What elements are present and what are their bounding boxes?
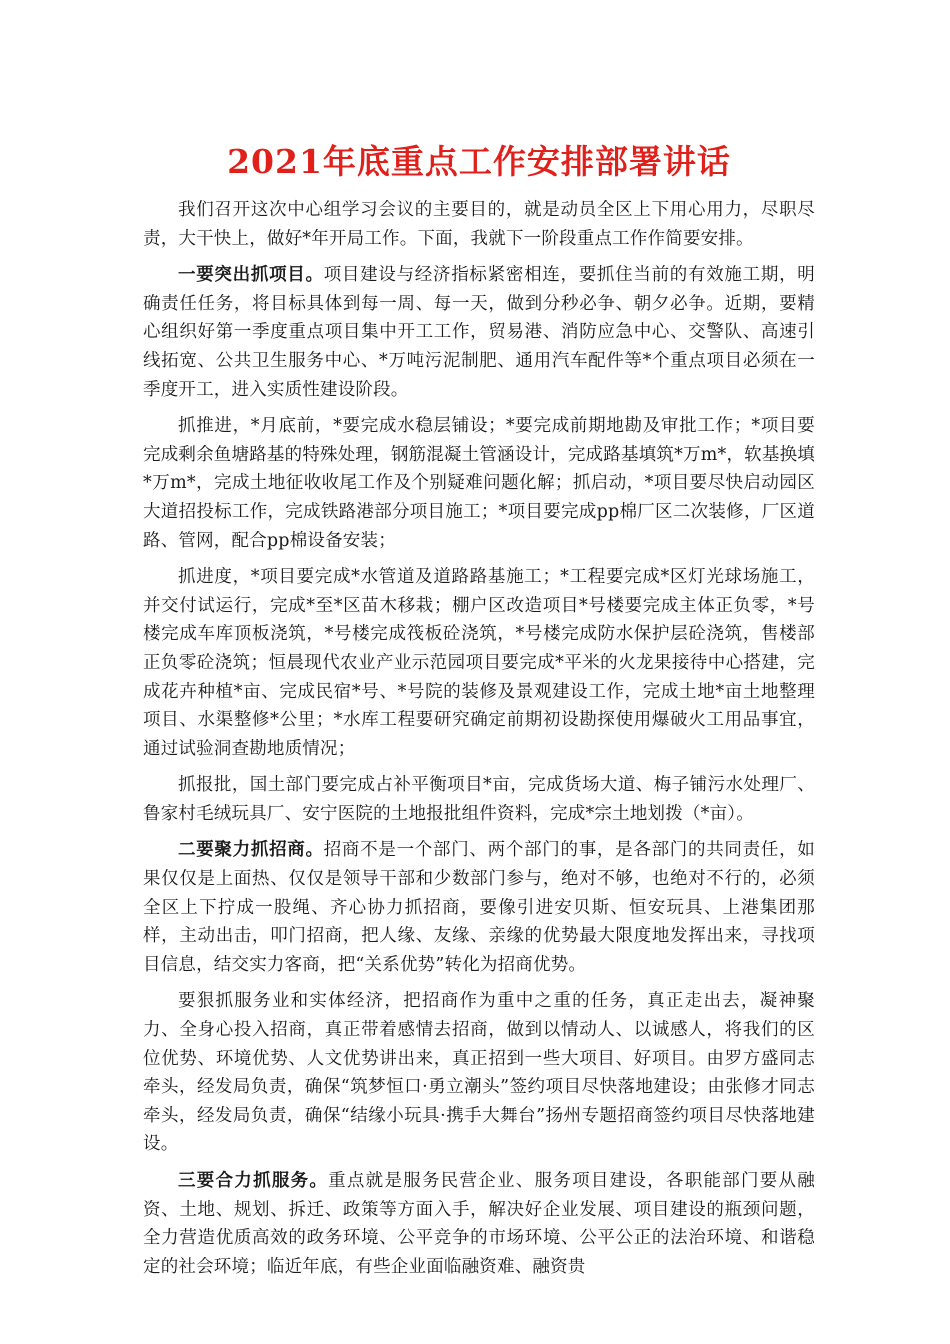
paragraph-text: 抓进度，*项目要完成*水管道及道路路基施工；*工程要完成*区灯光球场施工，并交付试运行，完成*至*区苗木移栽；棚户区改造项目*号楼要完成主体正负零，*号楼完成车库顶板浇筑，*号楼完成筏板砼浇筑，*号楼完成防水保护层砼浇筑，售楼部正负零砼浇筑；恒晨现代农业产业示范园项目要完成*平米的火龙果接待中心搭建，完成花卉种植*亩、完成民宿*号、*号院的装修及景观建设工作，完成土地*亩土地整理项目、水渠整修*公里；*水库工程要研究确定前期初设勘探使用爆破火工用品事宜，通过试验洞查勘地质情况；: [143, 567, 815, 759]
document-title: 2021年底重点工作安排部署讲话: [227, 142, 731, 181]
paragraph-section-3: [143, 1167, 815, 1281]
paragraph-section-2: [143, 836, 815, 979]
paragraph-approval: [143, 771, 815, 828]
paragraph-text: 抓报批，国土部门要完成占补平衡项目*亩，完成货场大道、梅子铺污水处理厂、鲁家村毛绒玩具厂、安宁医院的土地报批组件资料，完成*宗土地划拨（*亩）。: [143, 775, 815, 824]
paragraph-section-1: [143, 261, 815, 404]
section-heading: 三要合力抓服务。: [178, 1171, 329, 1191]
section-heading: 一要突出抓项目。: [178, 265, 324, 286]
paragraph-text: 重点就是服务民营企业、服务项目建设，各职能部门要从融资、土地、规划、拆迁、政策等方面入手，解决好企业发展、项目建设的瓶颈问题，全力营造优质高效的政务环境、公平竞争的市场环境、公平公正的法治环境、和谐稳定的社会环境；临近年底，有些企业面临融资难、融资贵: [143, 1171, 815, 1277]
paragraph-investment: [143, 987, 815, 1159]
paragraph-push-forward: [143, 412, 815, 555]
paragraph-text: 我们召开这次中心组学习会议的主要目的，就是动员全区上下用心用力，尽职尽责，大干快上，做好*年开局工作。下面，我就下一阶段重点工作作简要安排。: [143, 200, 815, 249]
paragraph-intro: [143, 196, 815, 253]
paragraph-progress: [143, 563, 815, 763]
paragraph-text: 要狠抓服务业和实体经济，把招商作为重中之重的任务，真正走出去，凝神聚力、全身心投入招商，真正带着感情去招商，做到以情动人、以诚感人，将我们的区位优势、环境优势、人文优势讲出来，真正招到一些大项目、好项目。由罗方盛同志牵头，经发局负责，确保“筑梦恒口·勇立潮头”签约项目尽快落地建设；由张修才同志牵头，经发局负责，确保“结缘小玩具·携手大舞台”扬州专题招商签约项目尽快落地建设。: [143, 991, 815, 1155]
paragraph-text: 项目建设与经济指标紧密相连，要抓住当前的有效施工期，明确责任任务，将目标具体到每一周、每一天，做到分秒必争、朝夕必争。近期，要精心组织好第一季度重点项目集中开工工作，贸易港、消防应急中心、交警队、高速引线拓宽、公共卫生服务中心、*万吨污泥制肥、通用汽车配件等*个重点项目必须在一季度开工，进入实质性建设阶段。: [143, 265, 815, 400]
section-heading: 二要聚力抓招商。: [178, 840, 324, 861]
paragraph-text: 招商不是一个部门、两个部门的事，是各部门的共同责任，如果仅仅是上面热、仅仅是领导干部和少数部门参与，绝对不够，也绝对不行的，必须全区上下拧成一股绳、齐心协力抓招商，要像引进安贝斯、恒安玩具、上港集团那样，主动出击，叩门招商，把人缘、友缘、亲缘的优势最大限度地发挥出来，寻找项目信息，结交实力客商，把“关系优势”转化为招商优势。: [143, 840, 815, 975]
paragraph-text: 抓推进，*月底前，*要完成水稳层铺设；*要完成前期地勘及审批工作；*项目要完成剩余鱼塘路基的特殊处理，钢筋混凝土管涵设计，完成路基填筑*万m*，软基换填*万m*，完成土地征收收尾工作及个别疑难问题化解；抓启动，*项目要尽快启动园区大道招投标工作，完成铁路港部分项目施工；*项目要完成pp棉厂区二次装修，厂区道路、管网，配合pp棉设备安装；: [143, 416, 815, 551]
document-page: [143, 140, 815, 1289]
